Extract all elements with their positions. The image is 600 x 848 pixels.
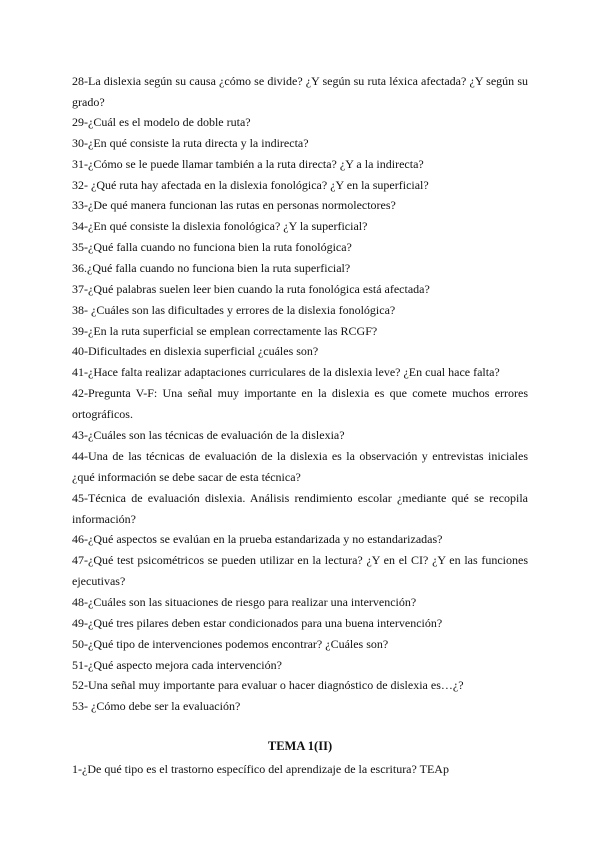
section-question-1: 1-¿De qué tipo es el trastorno específico del aprendizaje de la escritura? TEAp bbox=[72, 762, 449, 776]
question-35: 35-¿Qué falla cuando no funciona bien la ruta fonológica? bbox=[72, 240, 352, 254]
question-53: 53- ¿Cómo debe ser la evaluación? bbox=[72, 699, 241, 713]
question-28: 28-La dislexia según su causa ¿cómo se divide? ¿Y según su ruta léxica afectada? ¿Y según su grado? bbox=[72, 74, 528, 109]
question-29: 29-¿Cuál es el modelo de doble ruta? bbox=[72, 115, 251, 129]
question-46: 46-¿Qué aspectos se evalúan en la prueba estandarizada y no estandarizadas? bbox=[72, 532, 443, 546]
question-36: 36.¿Qué falla cuando no funciona bien la ruta superficial? bbox=[72, 261, 351, 275]
question-45: 45-Técnica de evaluación dislexia. Análisis rendimiento escolar ¿mediante qué se recopila información? bbox=[72, 491, 528, 526]
question-52: 52-Una señal muy importante para evaluar o hacer diagnóstico de dislexia es…¿? bbox=[72, 678, 464, 692]
question-38: 38- ¿Cuáles son las dificultades y errores de la dislexia fonológica? bbox=[72, 303, 396, 317]
question-49: 49-¿Qué tres pilares deben estar condicionados para una buena intervención? bbox=[72, 616, 443, 630]
question-40: 40-Dificultades en dislexia superficial ¿cuáles son? bbox=[72, 344, 319, 358]
question-30: 30-¿En qué consiste la ruta directa y la indirecta? bbox=[72, 136, 309, 150]
question-34: 34-¿En qué consiste la dislexia fonológica? ¿Y la superficial? bbox=[72, 219, 368, 233]
question-33: 33-¿De qué manera funcionan las rutas en personas normolectores? bbox=[72, 198, 396, 212]
question-39: 39-¿En la ruta superficial se emplean correctamente las RCGF? bbox=[72, 324, 378, 338]
question-42: 42-Pregunta V-F: Una señal muy importante en la dislexia es que comete muchos errores ortográficos. bbox=[72, 386, 528, 421]
question-31: 31-¿Cómo se le puede llamar también a la ruta directa? ¿Y a la indirecta? bbox=[72, 157, 424, 171]
question-47: 47-¿Qué test psicométricos se pueden utilizar en la lectura? ¿Y en el CI? ¿Y en las funciones ejecutivas? bbox=[72, 553, 528, 588]
question-37: 37-¿Qué palabras suelen leer bien cuando la ruta fonológica está afectada? bbox=[72, 282, 430, 296]
question-44: 44-Una de las técnicas de evaluación de la dislexia es la observación y entrevistas iniciales ¿qué información se debe sacar de esta técnica? bbox=[72, 449, 528, 484]
question-51: 51-¿Qué aspecto mejora cada intervención? bbox=[72, 658, 282, 672]
question-41: 41-¿Hace falta realizar adaptaciones curriculares de la dislexia leve? ¿En cual hace falta? bbox=[72, 365, 500, 379]
question-32: 32- ¿Qué ruta hay afectada en la dislexia fonológica? ¿Y en la superficial? bbox=[72, 178, 429, 192]
question-50: 50-¿Qué tipo de intervenciones podemos encontrar? ¿Cuáles son? bbox=[72, 637, 389, 651]
question-43: 43-¿Cuáles son las técnicas de evaluación de la dislexia? bbox=[72, 428, 345, 442]
question-48: 48-¿Cuáles son las situaciones de riesgo para realizar una intervención? bbox=[72, 595, 417, 609]
section-title: TEMA 1(II) bbox=[267, 739, 333, 753]
